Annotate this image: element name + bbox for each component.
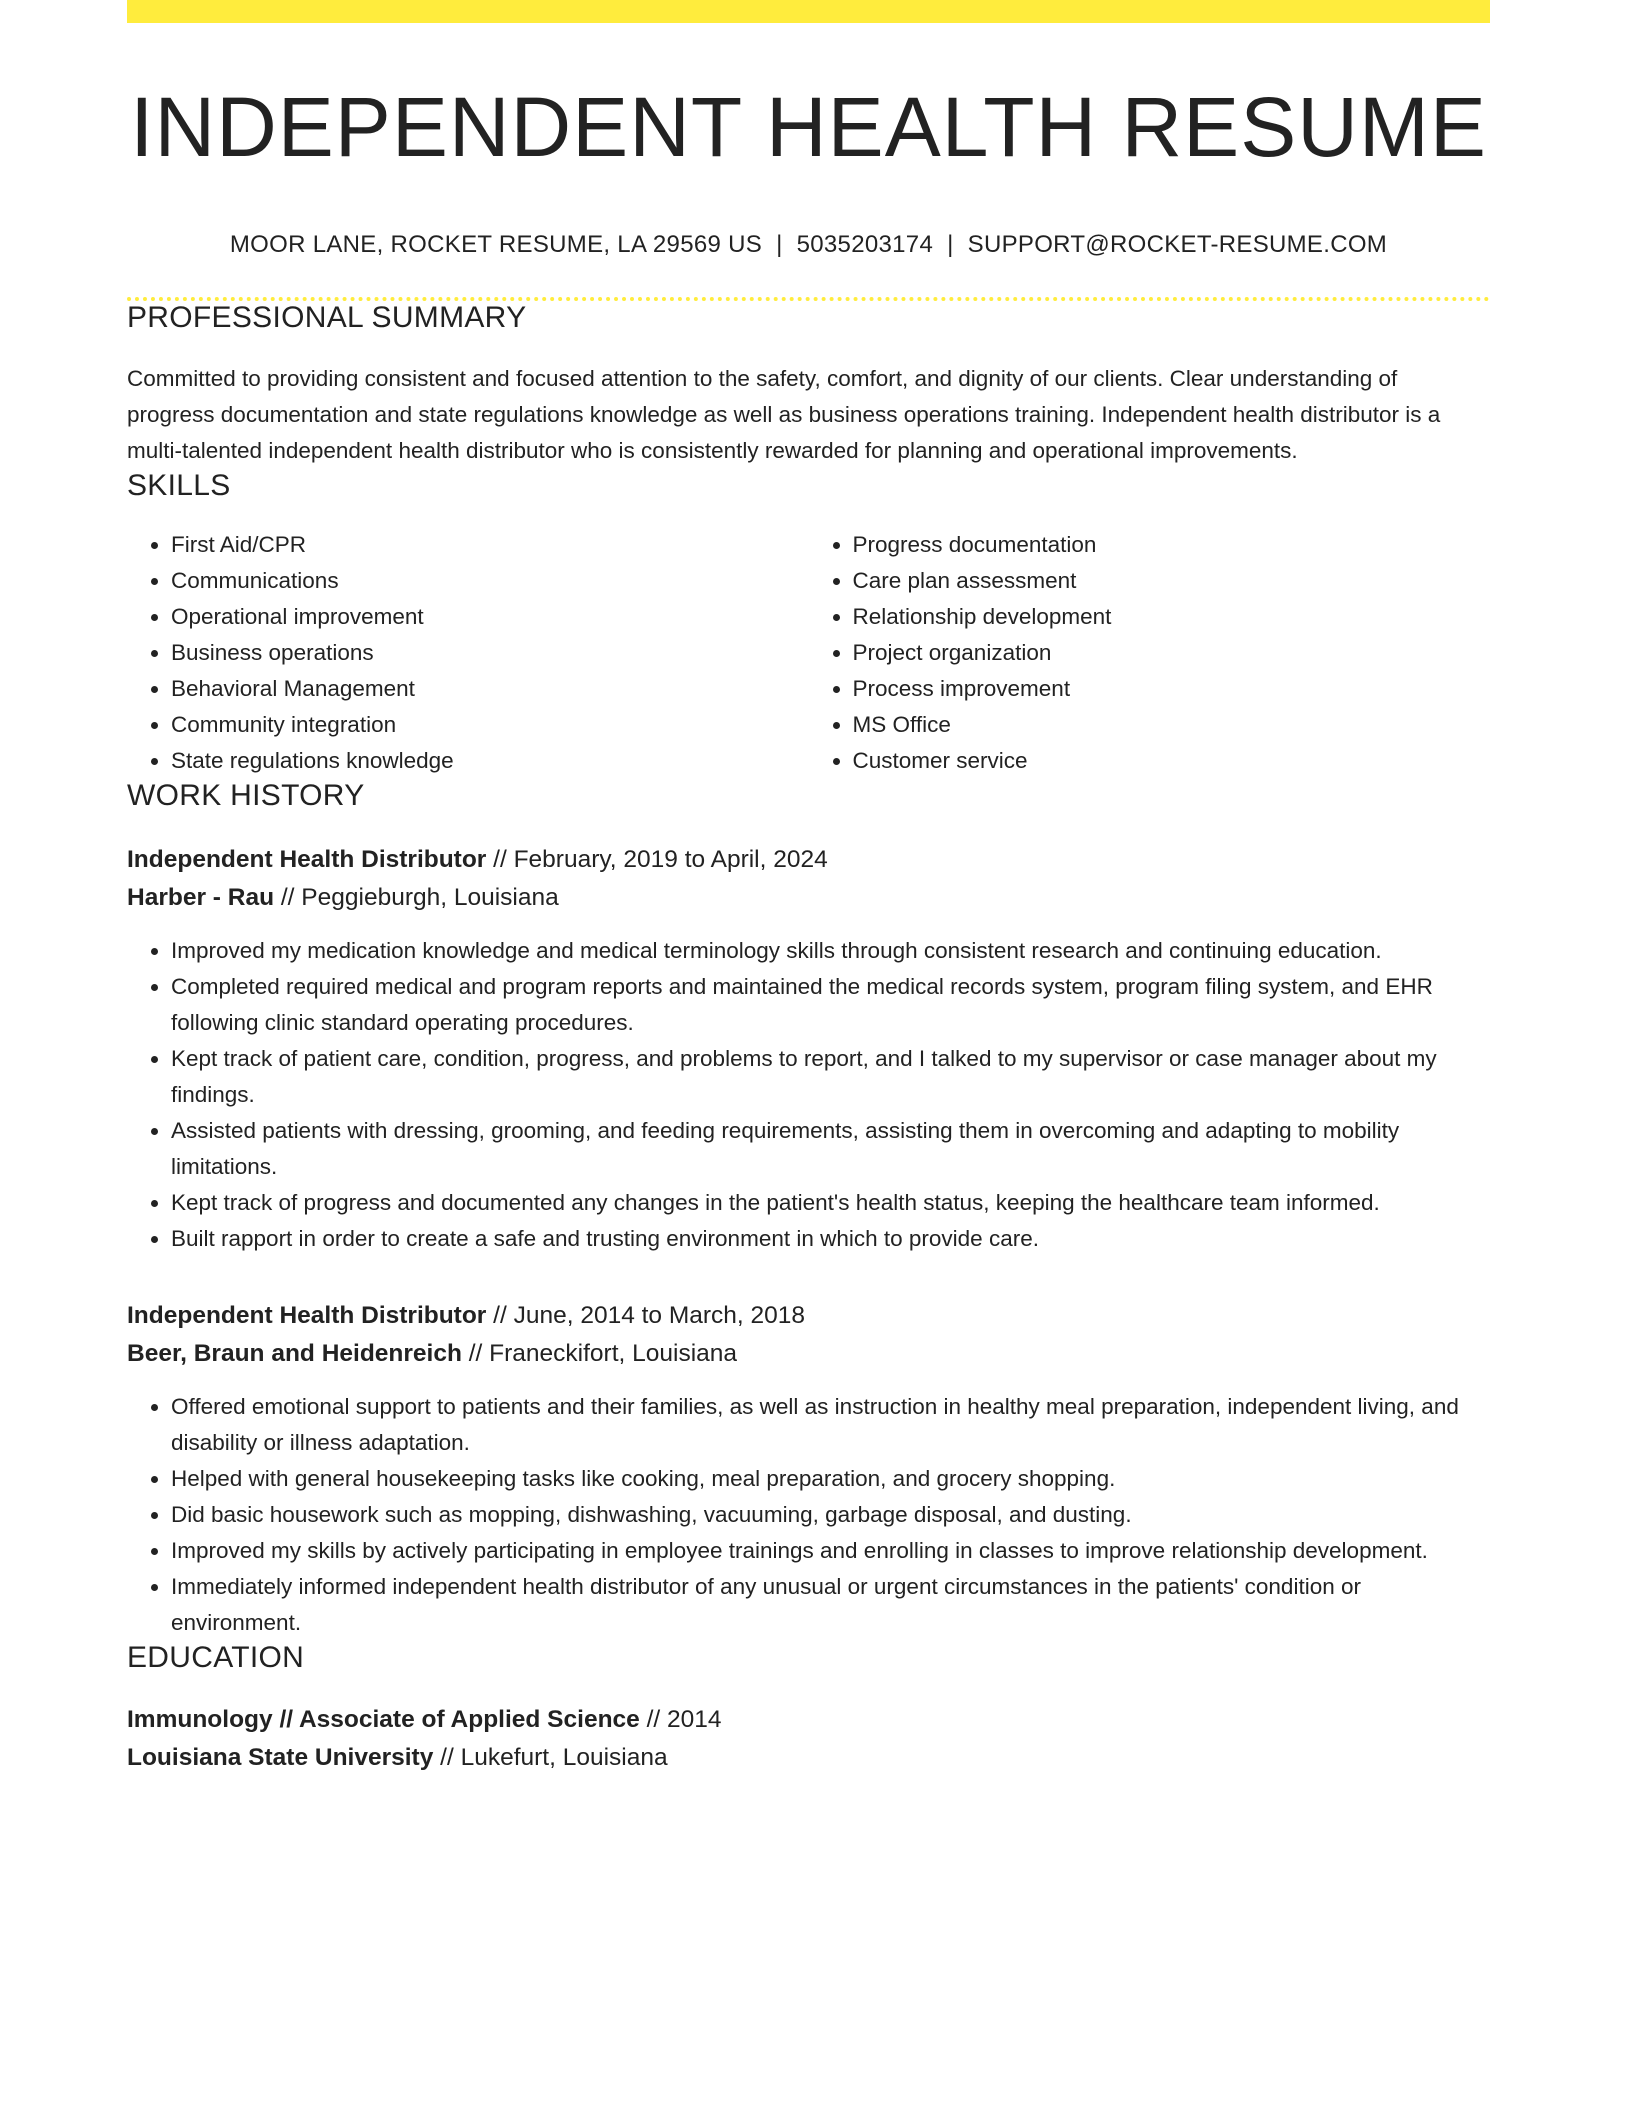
skill-item: • Operational improvement — [171, 599, 809, 635]
skills-grid — [127, 527, 1490, 779]
job-company-line — [127, 879, 1490, 917]
job-bullet: • Kept track of patient care, condition, progress, and problems to report, and I talked to my supervisor or case manager about my findings. — [171, 1041, 1490, 1113]
contact-separator: | — [947, 231, 954, 259]
job-bullets — [127, 933, 1490, 1257]
resume-page — [127, 0, 1490, 1777]
education-school: Louisiana State University — [127, 1744, 434, 1772]
job-role: Independent Health Distributor — [127, 846, 487, 874]
job-title-line — [127, 1297, 1490, 1335]
summary-heading: PROFESSIONAL SUMMARY — [127, 301, 527, 335]
work-history-heading: WORK HISTORY — [127, 779, 365, 813]
education-degree: Immunology // Associate of Applied Science — [127, 1706, 640, 1734]
job-entry — [127, 1297, 1490, 1641]
resume-name: INDEPENDENT HEALTH RESUME — [130, 80, 1487, 174]
job-bullets — [127, 1389, 1490, 1641]
job-company: Beer, Braun and Heidenreich — [127, 1340, 462, 1368]
job-bullet: • Assisted patients with dressing, grooming, and feeding requirements, assisting them in overcoming and adapting to mobility limitations. — [171, 1113, 1490, 1185]
skill-item: • Customer service — [853, 743, 1491, 779]
job-entry — [127, 841, 1490, 1257]
job-bullet: • Improved my skills by actively participating in employee trainings and enrolling in classes to improve relationship development. — [171, 1533, 1490, 1569]
job-title-line — [127, 841, 1490, 879]
job-bullet: • Offered emotional support to patients and their families, as well as instruction in healthy meal preparation, independent living, and disability or illness adaptation. — [171, 1389, 1490, 1461]
skills-list-left — [127, 527, 809, 779]
education-entry — [127, 1701, 1490, 1777]
job-separator: // — [486, 1302, 514, 1330]
job-location: Peggieburgh, Louisiana — [301, 884, 559, 912]
skill-item: • MS Office — [853, 707, 1491, 743]
job-company-line — [127, 1335, 1490, 1373]
job-dates: February, 2019 to April, 2024 — [513, 846, 828, 874]
education-degree-line — [127, 1701, 1490, 1739]
skill-item: • Care plan assessment — [853, 563, 1491, 599]
job-bullet: • Improved my medication knowledge and medical terminology skills through consistent research and continuing education. — [171, 933, 1490, 969]
education-separator: // — [433, 1744, 461, 1772]
skill-item: • First Aid/CPR — [171, 527, 809, 563]
job-company: Harber - Rau — [127, 884, 275, 912]
job-bullet: • Completed required medical and program reports and maintained the medical records system, program filing system, and EHR following clinic standard operating procedures. — [171, 969, 1490, 1041]
contact-separator: | — [776, 231, 783, 259]
job-dates: June, 2014 to March, 2018 — [513, 1302, 806, 1330]
skill-item: • Process improvement — [853, 671, 1491, 707]
education-school-line — [127, 1739, 1490, 1777]
job-location: Franeckifort, Louisiana — [489, 1340, 738, 1368]
job-bullet: • Kept track of progress and documented any changes in the patient's health status, keeping the healthcare team informed. — [171, 1185, 1490, 1221]
education-year: 2014 — [667, 1706, 722, 1734]
contact-phone: 5035203174 — [796, 231, 934, 259]
job-bullet: • Built rapport in order to create a safe and trusting environment in which to provide care. — [171, 1221, 1490, 1257]
contact-email: SUPPORT@ROCKET-RESUME.COM — [967, 231, 1388, 259]
skill-item: • Progress documentation — [853, 527, 1491, 563]
job-separator: // — [486, 846, 514, 874]
accent-bar — [127, 0, 1490, 23]
job-separator: // — [461, 1340, 490, 1368]
job-bullet: • Immediately informed independent health distributor of any unusual or urgent circumstances in the patients' condition or environment. — [171, 1569, 1490, 1641]
contact-address: MOOR LANE, ROCKET RESUME, LA 29569 US — [229, 231, 763, 259]
contact-line — [127, 231, 1490, 259]
skill-item: • Project organization — [853, 635, 1491, 671]
job-bullet: • Helped with general housekeeping tasks like cooking, meal preparation, and grocery shopping. — [171, 1461, 1490, 1497]
skill-item: • Communications — [171, 563, 809, 599]
job-bullet: • Did basic housework such as mopping, dishwashing, vacuuming, garbage disposal, and dusting. — [171, 1497, 1490, 1533]
job-role: Independent Health Distributor — [127, 1302, 487, 1330]
skill-item: • Community integration — [171, 707, 809, 743]
skill-item: • Behavioral Management — [171, 671, 809, 707]
job-separator: // — [274, 884, 302, 912]
education-heading: EDUCATION — [127, 1641, 305, 1675]
skills-heading: SKILLS — [127, 469, 231, 503]
skill-item: • Relationship development — [853, 599, 1491, 635]
summary-text: Committed to providing consistent and focused attention to the safety, comfort, and dignity of our clients. Clear understanding of progress documentation and state regulations knowledge as well as business operations training. Independent health distributor is a multi-talented independent health distributor who is consistently rewarded for planning and operational improvements. — [127, 366, 1441, 464]
skill-item: • State regulations knowledge — [171, 743, 809, 779]
skills-list-right — [809, 527, 1491, 779]
education-separator: // — [639, 1706, 668, 1734]
skill-item: • Business operations — [171, 635, 809, 671]
education-location: Lukefurt, Louisiana — [460, 1744, 668, 1772]
